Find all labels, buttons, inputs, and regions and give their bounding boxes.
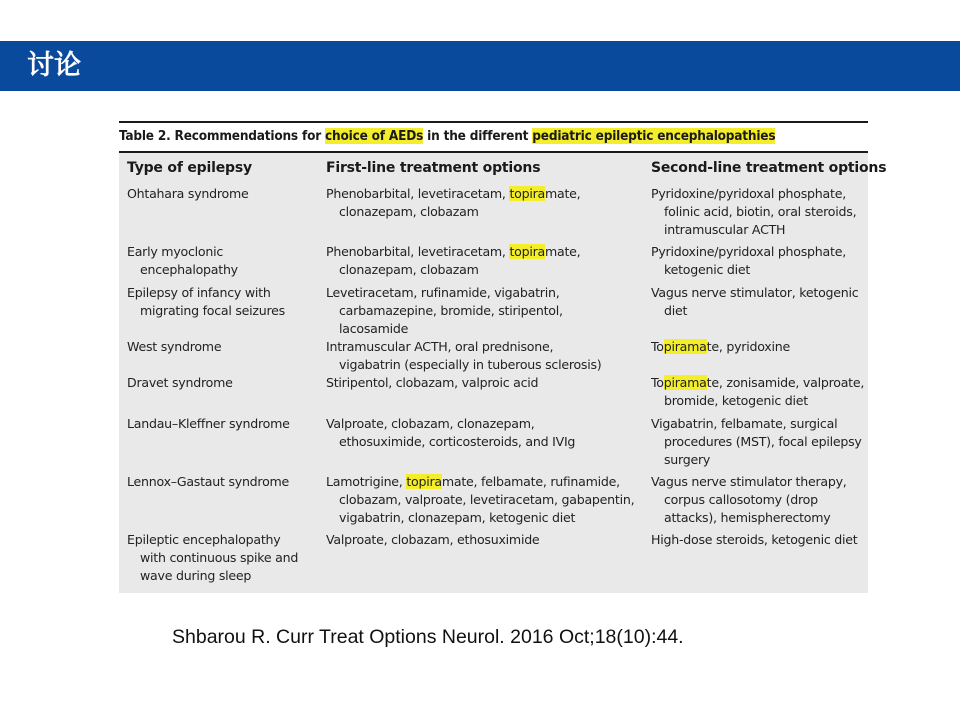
cell-line [651, 433, 862, 451]
cell-line [326, 338, 601, 356]
cell-line [326, 374, 538, 392]
cell-first-line-treatment [326, 531, 539, 549]
column-header-first-line: First-line treatment options [326, 160, 541, 176]
header-bar [0, 41, 960, 91]
cell-text: vigabatrin (especially in tuberous sclerosis) [339, 357, 602, 372]
cell-second-line-treatment [651, 415, 862, 469]
cell-line [326, 473, 634, 491]
cell-first-line-treatment [326, 338, 601, 374]
cell-type-of-epilepsy [127, 243, 238, 279]
cell-text: te, zonisamide, valproate, [706, 375, 865, 390]
column-header-second-line: Second-line treatment options [651, 160, 887, 176]
caption-highlight-pediatric: pediatric epileptic encephalopathies [532, 128, 776, 144]
caption-prefix: Table 2. Recommendations for [119, 128, 326, 144]
cell-text: surgery [664, 452, 711, 467]
cell-line [326, 433, 575, 451]
cell-line: migrating focal seizures [140, 303, 285, 318]
cell-type-of-epilepsy [127, 374, 233, 392]
cell-line: Lennox–Gastaut syndrome [127, 474, 290, 489]
column-header-row [119, 151, 887, 179]
cell-line [326, 261, 580, 279]
cell-line [651, 392, 864, 410]
cell-text: mate, [544, 244, 581, 259]
cell-second-line-treatment [651, 531, 857, 549]
cell-line: Epilepsy of infancy with [127, 285, 271, 300]
cell-line [651, 302, 858, 320]
cell-line [651, 185, 856, 203]
cell-text: Vagus nerve stimulator, ketogenic [651, 285, 859, 300]
cell-line [651, 338, 790, 356]
cell-line [651, 243, 846, 261]
cell-line: with continuous spike and [140, 550, 299, 565]
cell-line [651, 284, 858, 302]
cell-text: corpus callosotomy (drop [664, 492, 818, 507]
caption-highlight-aeds: choice of AEDs [325, 128, 424, 144]
table-caption-row [119, 121, 868, 151]
cell-text: mate, felbamate, rufinamide, [441, 474, 620, 489]
cell-text: folinic acid, biotin, oral steroids, [664, 204, 857, 219]
cell-line [326, 356, 601, 374]
cell-line: Early myoclonic [127, 244, 224, 259]
cell-line [651, 473, 847, 491]
cell-text: ketogenic diet [664, 262, 751, 277]
highlight-topiramate: topira [509, 186, 545, 201]
cell-text: clonazepam, clobazam [339, 262, 479, 277]
cell-type-of-epilepsy [127, 415, 290, 433]
cell-type-of-epilepsy [127, 185, 249, 203]
cell-text: bromide, ketogenic diet [664, 393, 808, 408]
cell-second-line-treatment [651, 374, 864, 410]
cell-text: Vagus nerve stimulator therapy, [651, 474, 847, 489]
cell-line [326, 320, 563, 338]
cell-second-line-treatment [651, 338, 790, 356]
cell-text: To [651, 375, 664, 390]
cell-text: High-dose steroids, ketogenic diet [651, 532, 858, 547]
cell-second-line-treatment [651, 185, 856, 239]
cell-text: clobazam, valproate, levetiracetam, gabapentin, [339, 492, 635, 507]
cell-second-line-treatment [651, 243, 846, 279]
cell-line [651, 261, 846, 279]
table-caption [119, 128, 775, 144]
cell-line: Ohtahara syndrome [127, 186, 249, 201]
cell-line: Epileptic encephalopathy [127, 532, 281, 547]
cell-text: intramuscular ACTH [664, 222, 786, 237]
cell-text: Phenobarbital, levetiracetam, [326, 244, 510, 259]
column-header-type: Type of epilepsy [127, 160, 252, 176]
cell-line [326, 284, 563, 302]
cell-text: Stiripentol, clobazam, valproic acid [326, 375, 539, 390]
cell-line: encephalopathy [140, 262, 238, 277]
cell-line [651, 509, 847, 527]
cell-text: ethosuximide, corticosteroids, and IVIg [339, 434, 576, 449]
cell-line [326, 203, 580, 221]
cell-text: Valproate, clobazam, ethosuximide [326, 532, 540, 547]
cell-text: diet [664, 303, 688, 318]
highlight-topiramate: topira [406, 474, 442, 489]
cell-type-of-epilepsy [127, 531, 298, 585]
cell-text: vigabatrin, clonazepam, ketogenic diet [339, 510, 576, 525]
cell-text: mate, [544, 186, 581, 201]
cell-line: Dravet syndrome [127, 375, 233, 390]
cell-type-of-epilepsy [127, 338, 221, 356]
cell-line [651, 491, 847, 509]
cell-line [651, 374, 864, 392]
cell-text: Pyridoxine/pyridoxal phosphate, [651, 186, 846, 201]
cell-first-line-treatment [326, 185, 580, 221]
cell-line: Landau–Kleffner syndrome [127, 416, 290, 431]
cell-line [651, 531, 857, 549]
cell-first-line-treatment [326, 243, 580, 279]
cell-first-line-treatment [326, 284, 563, 338]
caption-middle: in the different [423, 128, 533, 144]
cell-first-line-treatment [326, 473, 634, 527]
cell-line [326, 531, 539, 549]
cell-line [326, 302, 563, 320]
recommendation-table [119, 121, 887, 593]
highlight-topiramate: topira [509, 244, 545, 259]
cell-text: Vigabatrin, felbamate, surgical [651, 416, 838, 431]
cell-line [326, 415, 575, 433]
cell-text: lacosamide [339, 321, 409, 336]
highlight-topiramate: pirama [663, 375, 707, 390]
cell-line [326, 243, 580, 261]
cell-line [651, 451, 862, 469]
cell-text: Intramuscular ACTH, oral prednisone, [326, 339, 554, 354]
cell-line [326, 185, 580, 203]
cell-line [326, 491, 634, 509]
cell-text: te, pyridoxine [706, 339, 790, 354]
cell-line [651, 221, 856, 239]
cell-text: Lamotrigine, [326, 474, 407, 489]
cell-line [651, 203, 856, 221]
cell-text: procedures (MST), focal epilepsy [664, 434, 862, 449]
cell-text: Phenobarbital, levetiracetam, [326, 186, 510, 201]
cell-type-of-epilepsy [127, 284, 285, 320]
citation: Shbarou R. Curr Treat Options Neurol. 2016 Oct;18(10):44. [172, 626, 684, 648]
cell-text: clonazepam, clobazam [339, 204, 479, 219]
slide-title: 讨论 [27, 50, 81, 81]
cell-first-line-treatment [326, 415, 575, 451]
cell-second-line-treatment [651, 284, 858, 320]
cell-line: wave during sleep [140, 568, 252, 583]
cell-text: Levetiracetam, rufinamide, vigabatrin, [326, 285, 560, 300]
cell-first-line-treatment [326, 374, 538, 392]
cell-text: attacks), hemispherectomy [664, 510, 831, 525]
cell-text: To [651, 339, 664, 354]
cell-type-of-epilepsy [127, 473, 289, 491]
cell-text: carbamazepine, bromide, stiripentol, [339, 303, 563, 318]
highlight-topiramate: pirama [663, 339, 707, 354]
cell-text: Pyridoxine/pyridoxal phosphate, [651, 244, 846, 259]
cell-text: Valproate, clobazam, clonazepam, [326, 416, 535, 431]
cell-line [651, 415, 862, 433]
cell-second-line-treatment [651, 473, 847, 527]
cell-line [326, 509, 634, 527]
cell-line: West syndrome [127, 339, 222, 354]
